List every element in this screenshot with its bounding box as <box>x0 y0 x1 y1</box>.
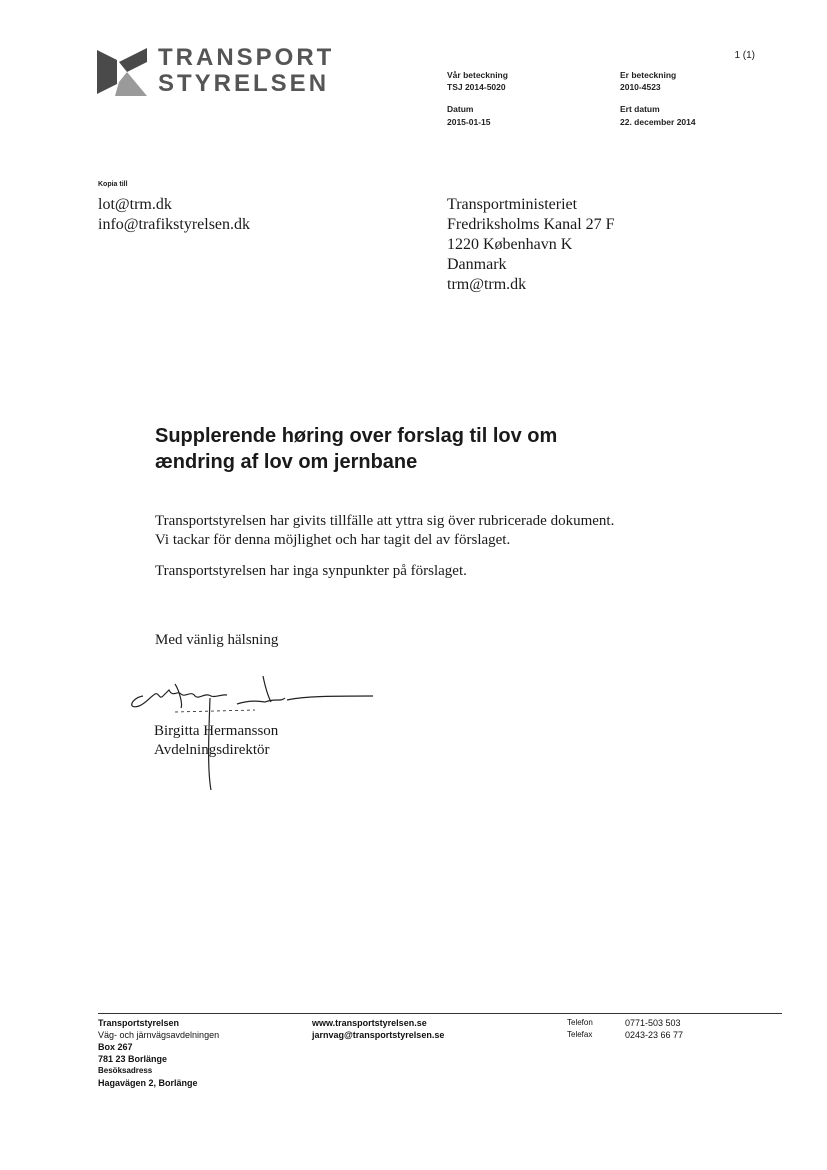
footer-postal: 781 23 Borlänge <box>98 1054 168 1064</box>
body-line: Transportstyrelsen har givits tillfälle att yttra sig över rubricerade dokument. <box>155 513 615 529</box>
footer-fax: 0243-23 66 77 <box>625 1030 684 1040</box>
our-reference-label: Vår beteckning <box>447 70 508 80</box>
footer-visit-address: Hagavägen 2, Borlänge <box>98 1078 198 1088</box>
recipient-line: Danmark <box>447 256 507 273</box>
footer-phone: 0771-503 503 <box>625 1018 681 1028</box>
subject-line-2: ændring af lov om jernbane <box>155 451 418 473</box>
footer-phone-label: Telefon <box>567 1018 593 1027</box>
your-reference-value: 2010-4523 <box>620 82 661 92</box>
your-date-label: Ert datum <box>620 104 660 114</box>
footer-contact <box>312 1017 444 1041</box>
date-value: 2015-01-15 <box>447 117 491 127</box>
footer-department: Väg- och järnvägsavdelningen <box>98 1030 220 1040</box>
letter-subject <box>155 423 675 475</box>
recipient-line: trm@trm.dk <box>447 276 527 293</box>
footer-divider <box>98 1013 782 1014</box>
footer-address <box>98 1017 219 1089</box>
subject-line-1: Supplerende høring over forslag til lov om <box>155 425 558 447</box>
footer-website: www.transportstyrelsen.se <box>312 1018 427 1028</box>
our-reference-value: TSJ 2014-5020 <box>447 82 506 92</box>
transportstyrelsen-logo-icon <box>97 46 149 98</box>
sender-title: Avdelningsdirektör <box>154 742 270 758</box>
footer-phone-values <box>625 1017 683 1041</box>
footer-fax-label: Telefax <box>567 1030 593 1039</box>
footer-phone-labels <box>567 1017 593 1041</box>
your-reference-label: Er beteckning <box>620 70 677 80</box>
recipient-line: Transportministeriet <box>447 196 578 213</box>
footer-box: Box 267 <box>98 1042 133 1052</box>
logo-text-line2: STYRELSEN <box>158 70 330 97</box>
recipient-line: Fredriksholms Kanal 27 F <box>447 216 615 233</box>
copy-email-2: info@trafikstyrelsen.dk <box>98 216 251 233</box>
sender-name: Birgitta Hermansson <box>154 723 279 739</box>
recipient-line: 1220 København K <box>447 236 573 253</box>
copy-email-1: lot@trm.dk <box>98 196 172 213</box>
your-date-value: 22. december 2014 <box>620 117 696 127</box>
footer-org: Transportstyrelsen <box>98 1018 180 1028</box>
body-line: Vi tackar för denna möjlighet och har tagit del av förslaget. <box>155 532 511 548</box>
footer-email: jarnvag@transportstyrelsen.se <box>312 1030 445 1040</box>
logo-text-line1: TRANSPORT <box>158 44 335 71</box>
body-paragraph-1 <box>155 512 614 550</box>
page-number: 1 (1) <box>734 50 755 61</box>
sender-block <box>154 722 278 760</box>
date-label: Datum <box>447 104 474 114</box>
closing-greeting: Med vänlig hälsning <box>155 632 279 648</box>
footer-visit-label: Besöksadress <box>98 1066 153 1075</box>
recipient-address <box>447 195 615 295</box>
body-paragraph-2: Transportstyrelsen har inga synpunkter på förslaget. <box>155 563 467 579</box>
copy-to-label: Kopia till <box>98 181 128 188</box>
